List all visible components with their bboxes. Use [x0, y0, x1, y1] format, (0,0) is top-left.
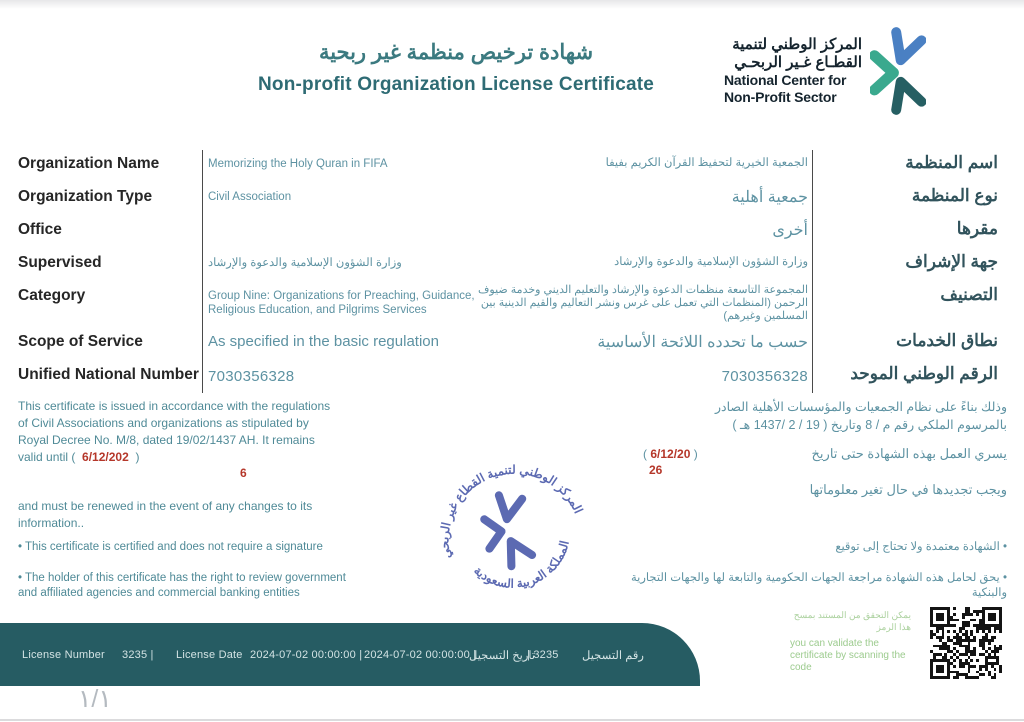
valid-until-date-ar: 6/12/20: [650, 447, 691, 461]
paren-open-en: (: [71, 450, 76, 464]
page-indicator: ١/١: [78, 685, 112, 713]
certificate-text-arabic: [615, 398, 1007, 499]
value-ar-organization-type: جمعية أهلية: [731, 189, 808, 206]
note-ar-no-signature: • الشهادة معتمدة ولا تحتاج إلى توقيع: [683, 540, 1007, 555]
label-ar-organization-type: نوع المنظمة: [911, 186, 998, 205]
stamp-arc-bottom-text: المملكة العربية السعودية: [471, 539, 572, 591]
value-ar-category: المجموعة التاسعة منظمات الدعوة والإرشاد والتعليم الديني وخدمة ضيوف الرحمن (المنظمات التي تعمل على غرس ونشر التعاليم والقيم الدينية بين المسلمين وغيرهم): [477, 284, 808, 323]
label-en-organization-name: Organization Name: [18, 155, 160, 172]
value-en-scope-of-service: As specified in the basic regulation: [208, 333, 439, 350]
issuance-paragraph-en: This certificate is issued in accordance with the regulations of Civil Associations and organizations as stipulated by Royal Decree No. M/8, dated 19/02/1437 AH. It remains valid until: [18, 399, 331, 464]
label-en-office: Office: [18, 221, 62, 238]
renewal-paragraph-ar: ويجب تجديدها في حال تغير معلوماتها: [809, 482, 1007, 497]
field-divider-right: [812, 150, 813, 393]
paren-open-ar: (: [643, 447, 647, 461]
issuance-paragraph-ar-line2: بالمرسوم الملكي رقم م / 8 وتاريخ ( 19 / 2 /1437 هـ ): [732, 418, 1007, 432]
label-en-scope-of-service: Scope of Service: [18, 333, 143, 350]
label-ar-scope-of-service: نطاق الخدمات: [896, 331, 998, 350]
header: [150, 40, 762, 96]
stamp-arc-top-text: المركز الوطني لتنمية القطاع غير الربحي: [437, 462, 586, 560]
certificate-title-english: Non-profit Organization License Certificate: [257, 74, 655, 95]
ncnp-logo-icon: [870, 26, 926, 116]
registration-date-value: 2024-07-02 00:00:00 |: [364, 648, 477, 661]
logo-line-ar-1: المركز الوطني لتنمية: [732, 35, 862, 53]
logo-line-en-1: National Center for: [724, 72, 847, 89]
license-date-value: 2024-07-02 00:00:00 |: [250, 648, 363, 661]
note-ar-holder-rights: • يحق لحامل هذه الشهادة مراجعة الجهات الحكومية والتابعة لها والجهات التجارية والبنكية: [619, 571, 1007, 601]
qr-hint-english: you can validate the certificate by scanning the code: [790, 638, 906, 673]
registration-number-value: | 3235: [527, 648, 559, 661]
value-en-organization-name: Memorizing the Holy Quran in FIFA: [208, 158, 388, 170]
value-ar-scope-of-service: حسب ما تحدده اللائحة الأساسية: [597, 334, 808, 351]
value-en-organization-type: Civil Association: [208, 191, 292, 203]
page-bottom-edge: [0, 719, 1024, 721]
footer-license-bar: [0, 623, 700, 686]
ncnp-logo: [724, 26, 926, 116]
label-en-organization-type: Organization Type: [18, 188, 153, 205]
license-date-label: License Date: [176, 648, 243, 661]
issuance-paragraph-ar-line1: وذلك بناءً على نظام الجمعيات والمؤسسات الأهلية الصادر: [715, 400, 1007, 414]
logo-line-ar-2: القطـاع غـير الربحـي: [734, 53, 862, 71]
certificate-title-arabic: شهادة ترخيص منظمة غير ربحية: [318, 41, 594, 64]
paren-close-ar: ): [693, 447, 698, 461]
value-en-supervised: وزارة الشؤون الإسلامية والدعوة والإرشاد: [208, 257, 402, 269]
registration-number-label-ar: رقم التسجيل: [582, 649, 644, 662]
label-en-category: Category: [18, 287, 86, 304]
label-en-unified-national-number: Unified National Number: [18, 366, 199, 383]
label-ar-supervised: جهة الإشراف: [905, 252, 998, 271]
label-ar-office: مقرها: [956, 219, 998, 238]
label-en-supervised: Supervised: [18, 254, 102, 271]
label-ar-unified-national-number: الرقم الوطني الموحد: [850, 364, 998, 383]
value-en-unified-national-number: 7030356328: [208, 368, 295, 385]
field-divider-left: [202, 150, 203, 393]
valid-until-date-en-wrap: 6: [240, 466, 247, 480]
registration-date-label-ar: تاريخ التسجيل: [469, 649, 536, 662]
note-en-holder-rights: • The holder of this certificate has the right to review government and affiliated agencies and commercial banking entities: [18, 571, 363, 601]
qr-hint-arabic: يمكن التحقق من المستند بمسح هذا الرمز: [793, 610, 911, 632]
certificate-text-english: [18, 398, 334, 532]
label-ar-category: التصنيف: [940, 285, 998, 304]
logo-line-en-2: Non-Profit Sector: [724, 89, 837, 106]
paren-close-en: ): [135, 450, 140, 464]
value-ar-office: أخرى: [772, 222, 808, 239]
value-ar-supervised: وزارة الشؤون الإسلامية والدعوة والإرشاد: [614, 256, 808, 268]
validity-paragraph-ar: [643, 445, 1007, 481]
license-number-value: 3235 |: [122, 648, 154, 661]
valid-until-date-ar-wrap: 26: [649, 463, 663, 477]
page-top-edge: [0, 0, 1024, 9]
ncnp-logo-text: [724, 36, 862, 107]
official-seal-stamp: [421, 438, 605, 625]
notes-english: [18, 540, 363, 617]
qr-code: [928, 605, 1004, 681]
note-en-no-signature: • This certificate is certified and does not require a signature: [18, 540, 363, 555]
value-ar-organization-name: الجمعية الخيرية لتحفيظ القرآن الكريم بفيفا: [605, 157, 808, 169]
value-ar-unified-national-number: 7030356328: [721, 368, 808, 385]
stamp-center-icon: [481, 491, 534, 569]
valid-until-text-ar: يسري العمل بهذه الشهادة حتى تاريخ: [811, 446, 1007, 461]
renewal-paragraph-en: and must be renewed in the event of any changes to its information..: [18, 499, 313, 530]
valid-until-date-en: 6/12/202: [82, 450, 129, 464]
license-number-label: License Number: [22, 648, 105, 661]
label-ar-organization-name: اسم المنظمة: [905, 153, 998, 172]
value-en-category: Group Nine: Organizations for Preaching, Guidance, Religious Education, and Pilgrims Services: [208, 290, 475, 317]
